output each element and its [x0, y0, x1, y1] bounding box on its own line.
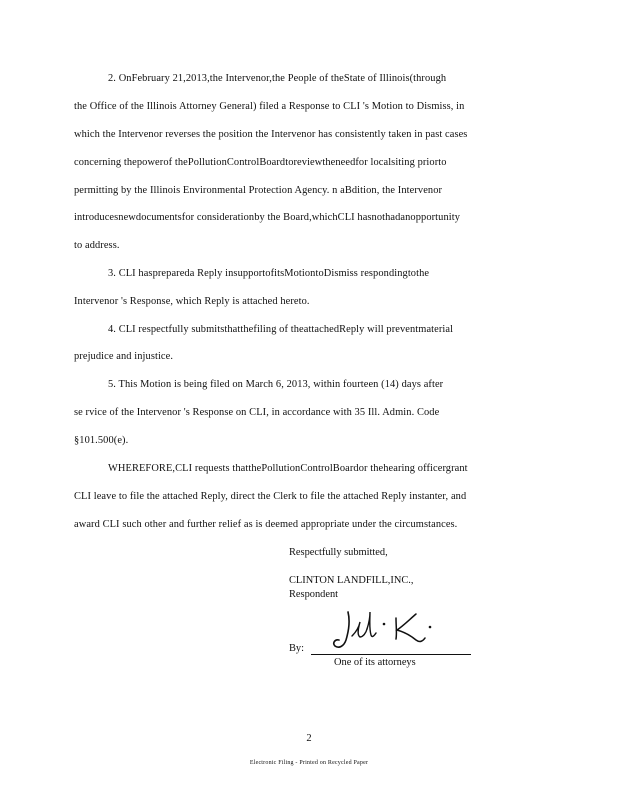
para5-line2: se rvice of the Intervenor 's Response on CLI, in accordance with 35 Ill. Admin. Code: [74, 407, 440, 418]
para3-line2: Intervenor 's Response, which Reply is attached hereto.: [74, 296, 310, 307]
wherefore-line1: WHEREFORE,CLI requests thatthePollutionControlBoardor thehearing officergrant: [108, 463, 468, 474]
by-label: By:: [289, 643, 305, 654]
footer-text: Electronic Filing - Printed on Recycled Paper: [249, 760, 369, 766]
para4-line2: prejudice and injustice.: [74, 351, 174, 362]
para2-line5: permitting by the Illinois Environmental Protection Agency. n aBdition, the Intervenor: [74, 185, 443, 196]
para2-line7: to address.: [74, 240, 120, 251]
wherefore-line3: award CLI such other and further relief as is deemed appropriate under the circumstances.: [74, 519, 458, 530]
signature-line: [311, 654, 471, 655]
handwritten-signature: [330, 606, 450, 652]
para2-line1: 2. OnFebruary 21,2013,the Intervenor,the People of theState of Illinois(through: [108, 73, 447, 84]
wherefore-line2: CLI leave to file the attached Reply, direct the Clerk to file the attached Reply instanter, and: [74, 491, 467, 502]
para4-line1: 4. CLI respectfully submitsthatthefiling of theattachedReply will preventmaterial: [108, 324, 454, 335]
para5-line1: 5. This Motion is being filed on March 6, 2013, within fourteen (14) days after: [108, 379, 444, 390]
para5-line3: §101.500(e).: [74, 435, 129, 446]
para3-line1: 3. CLI hasprepareda Reply insupportofitsMotiontoDismiss respondingtothe: [108, 268, 430, 279]
para2-line2: the Office of the Illinois Attorney General) filed a Response to CLI 's Motion to Dismiss, in: [74, 101, 465, 112]
para2-line4: concerning thepowerof thePollutionControlBoardtoreviewtheneedfor localsiting priorto: [74, 157, 447, 168]
firm-name: CLINTON LANDFILL,INC.,: [289, 575, 414, 586]
signature-caption: One of its attorneys: [334, 657, 416, 668]
closing-text: Respectfully submitted,: [289, 547, 388, 558]
para2-line3: which the Intervenor reverses the position the Intervenor has consistently taken in past cases: [74, 129, 468, 140]
respondent-label: Respondent: [289, 589, 339, 600]
para2-line6: introducesnewdocumentsfor considerationby the Board,whichCLI hasnothadanopportunity: [74, 212, 461, 223]
page-number: 2: [306, 733, 312, 744]
